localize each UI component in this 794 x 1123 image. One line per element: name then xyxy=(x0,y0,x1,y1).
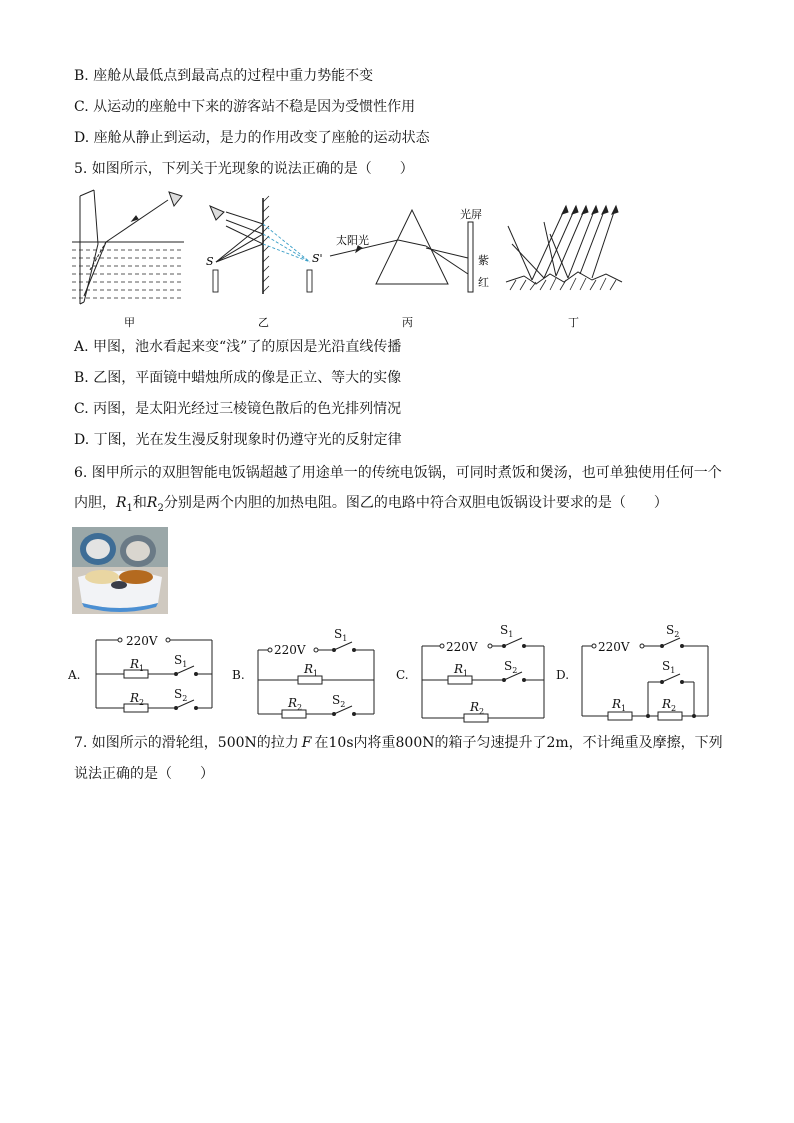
s1-c: $S_1$ xyxy=(500,623,514,639)
rice-cooker-photo xyxy=(72,527,168,614)
r1-d: $R_1$ xyxy=(612,697,627,713)
s1-a: $S_1$ xyxy=(174,653,188,669)
q4-option-c: C. 从运动的座舱中下来的游客站不稳是因为受惯性作用 xyxy=(74,99,416,115)
circuit-a xyxy=(96,638,212,712)
q5-option-d: D. 丁图，光在发生漫反射现象时仍遵守光的反射定律 xyxy=(74,432,402,448)
s2-b: $S_2$ xyxy=(332,693,346,709)
label-s-image: S' xyxy=(312,252,323,265)
r1-a: $R_1$ xyxy=(130,657,145,673)
label-s: S xyxy=(206,255,214,268)
r1-c: $R_1$ xyxy=(454,662,469,678)
q6-stem-line-2: 内胆，$R_1$和$R_2$分别是两个内胆的加热电阻。图乙的电路中符合双胆电饭锅设计要求的是（ ） xyxy=(74,495,668,514)
r1-b: $R_1$ xyxy=(304,662,319,678)
label-purple: 紫 xyxy=(478,254,489,267)
r2-c: $R_2$ xyxy=(470,700,485,716)
label-screen: 光屏 xyxy=(460,208,482,221)
option-b-label: B. xyxy=(232,668,245,682)
q5-option-a: A. 甲图，池水看起来变“浅”了的原因是光沿直线传播 xyxy=(74,339,402,355)
q7-stem-line-1: 7. 如图所示的滑轮组，500N的拉力 F 在10s内将重800N的箱子匀速提升了2m，不计绳重及摩擦，下列 xyxy=(74,735,723,751)
s2-c: $S_2$ xyxy=(504,659,518,675)
figure-ding xyxy=(506,206,622,290)
caption-jia: 甲 xyxy=(124,316,135,329)
label-red: 红 xyxy=(478,276,489,289)
q5-stem: 5. 如图所示，下列关于光现象的说法正确的是（ ） xyxy=(74,161,414,177)
voltage-b: 220V xyxy=(274,643,306,657)
optics-figure xyxy=(66,186,646,332)
r2-d: $R_2$ xyxy=(662,697,677,713)
option-a-label: A. xyxy=(68,668,81,682)
option-d-label: D. xyxy=(556,668,570,682)
s2-d: $S_2$ xyxy=(666,623,680,639)
r2-b: $R_2$ xyxy=(288,696,303,712)
caption-ding: 丁 xyxy=(568,316,579,329)
circuit-options-figure xyxy=(68,622,724,726)
figure-yi xyxy=(210,196,312,294)
q5-option-c: C. 丙图，是太阳光经过三棱镜色散后的色光排列情况 xyxy=(74,401,402,417)
q5-option-b: B. 乙图，平面镜中蜡烛所成的像是正立、等大的实像 xyxy=(74,370,402,386)
r2-a: $R_2$ xyxy=(130,691,145,707)
s2-a: $S_2$ xyxy=(174,687,188,703)
figure-bing xyxy=(330,210,473,292)
q4-option-b: B. 座舱从最低点到最高点的过程中重力势能不变 xyxy=(74,68,374,84)
s1-b: $S_1$ xyxy=(334,627,348,643)
voltage-d: 220V xyxy=(598,640,630,654)
s1-d: $S_1$ xyxy=(662,659,676,675)
voltage-a: 220V xyxy=(126,634,158,648)
voltage-c: 220V xyxy=(446,640,478,654)
q4-option-d: D. 座舱从静止到运动，是力的作用改变了座舱的运动状态 xyxy=(74,130,430,146)
label-sunlight: 太阳光 xyxy=(336,234,369,247)
q6-stem-line-1: 6. 图甲所示的双胆智能电饭锅超越了用途单一的传统电饭锅，可同时煮饭和煲汤，也可单独使用任何一个 xyxy=(74,465,722,481)
figure-jia xyxy=(72,190,184,304)
caption-yi: 乙 xyxy=(258,316,269,329)
option-c-label: C. xyxy=(396,668,409,682)
caption-bing: 丙 xyxy=(402,316,413,329)
q7-stem-line-2: 说法正确的是（ ） xyxy=(74,766,214,782)
